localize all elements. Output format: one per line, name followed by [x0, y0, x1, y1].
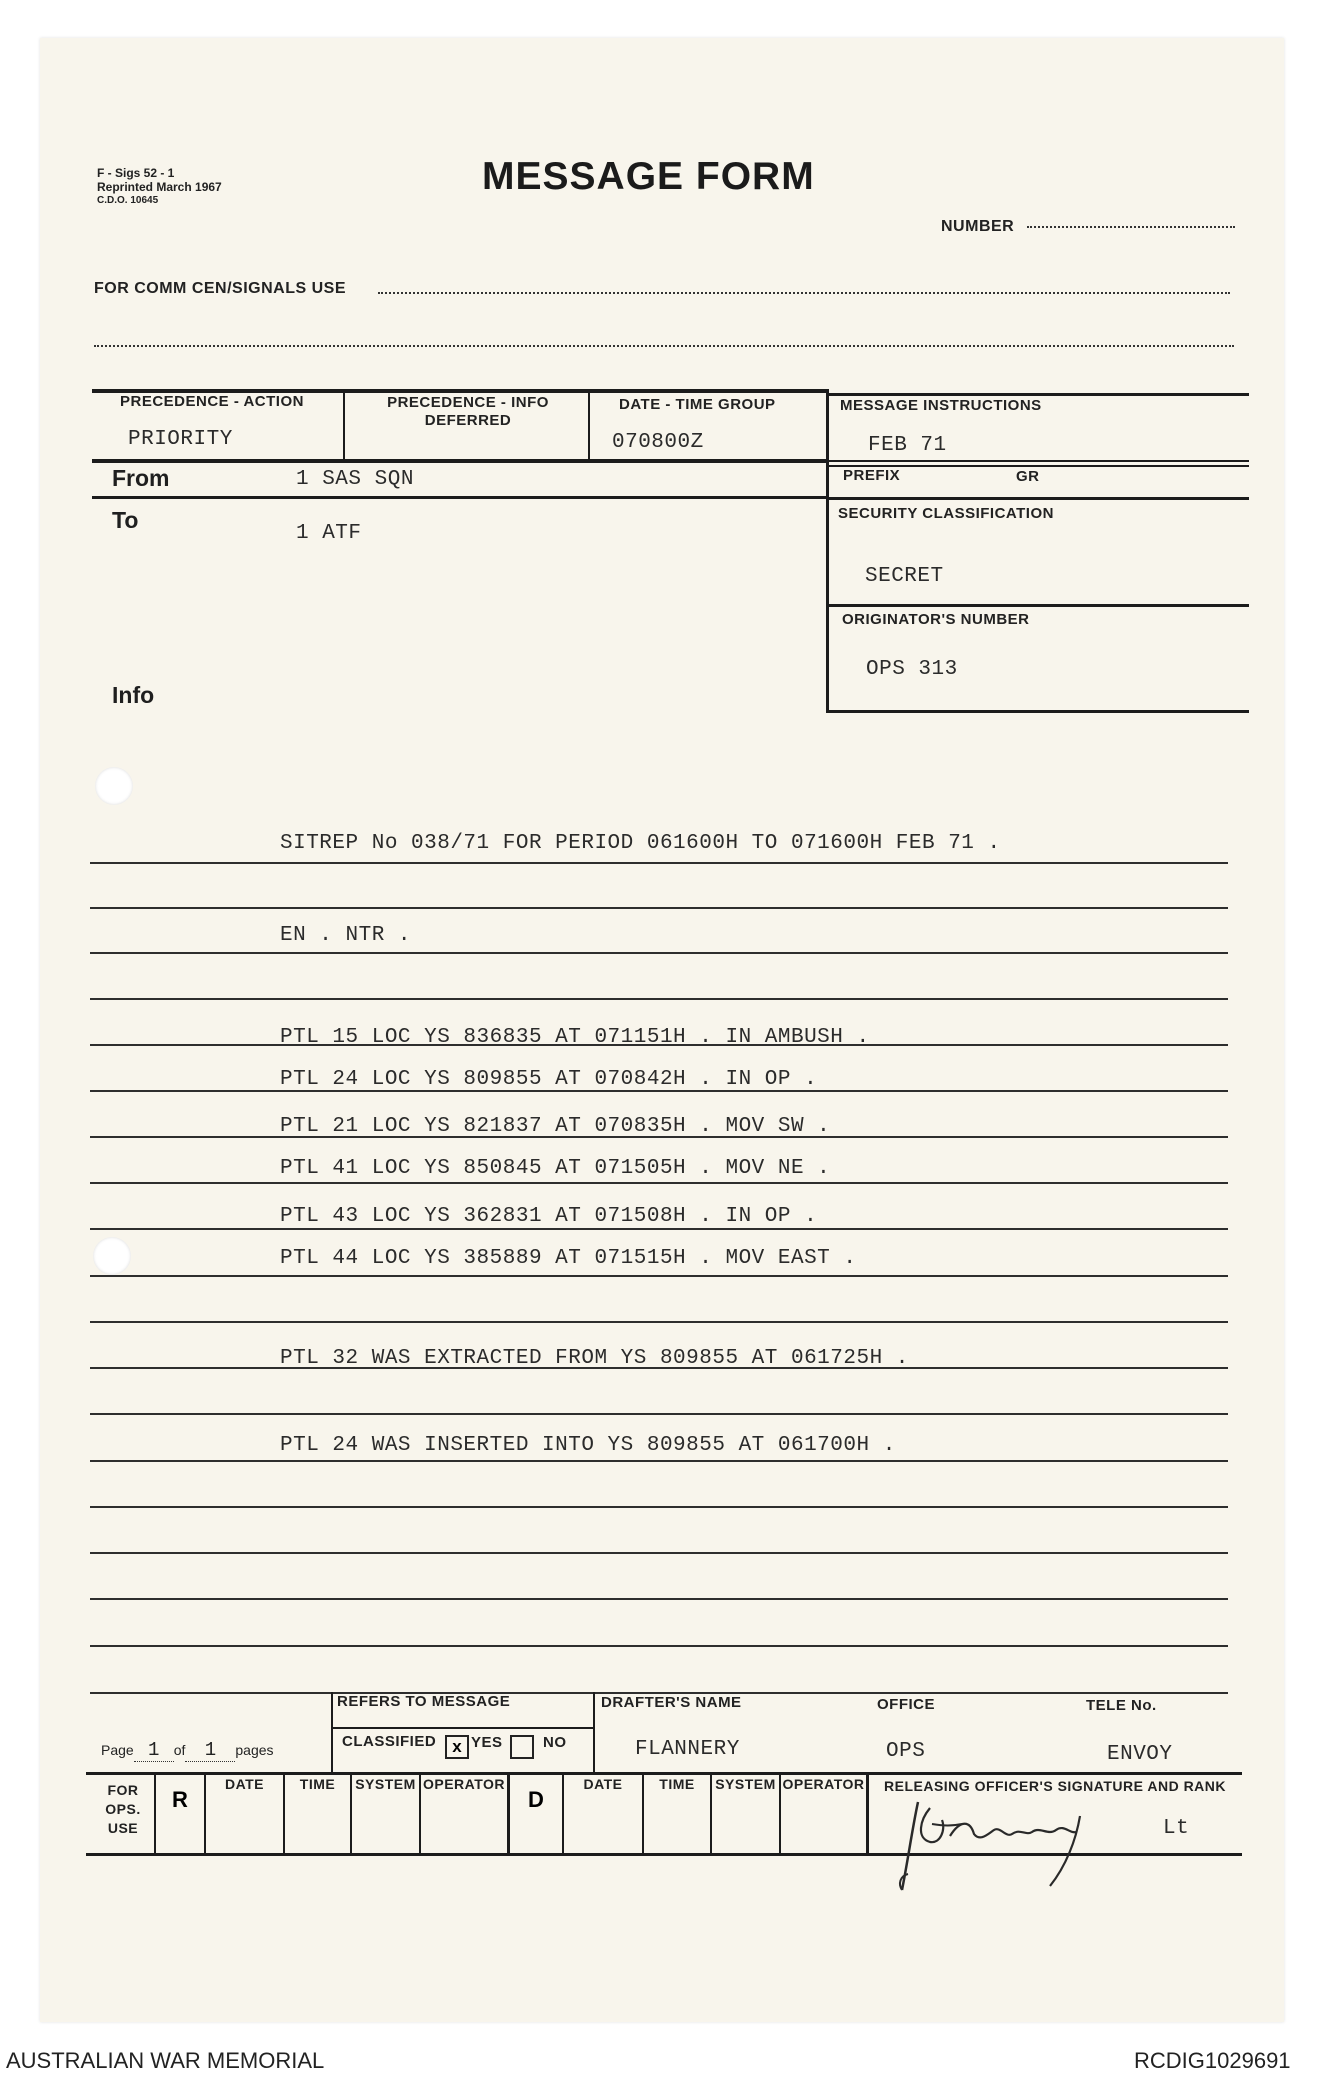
rank-value: Lt	[1163, 1817, 1190, 1840]
message-line-2	[90, 907, 1228, 909]
grid-divider-2	[588, 389, 590, 461]
time-label-d: TIME	[659, 1776, 695, 1792]
from-label: From	[112, 465, 170, 491]
punch-hole-top	[95, 767, 133, 805]
archive-name: AUSTRALIAN WAR MEMORIAL	[6, 2048, 325, 2073]
info-label: Info	[112, 682, 155, 708]
precedence-bottom-rule	[92, 459, 826, 463]
grid-divider-3	[826, 389, 829, 713]
message-line-9	[90, 1228, 1228, 1230]
patrol-line-2: PTL 24 LOC YS 809855 AT 070842H . IN OP .	[280, 1068, 818, 1091]
patrol-line-1: PTL 15 LOC YS 836835 AT 071151H . IN AMBUSH .	[280, 1026, 870, 1049]
message-line-13	[90, 1413, 1228, 1415]
classified-no-checkbox[interactable]	[510, 1735, 534, 1759]
originators-number-value: OPS 313	[866, 658, 958, 681]
system-label-r: SYSTEM	[355, 1776, 416, 1792]
classified-yes-label: YES	[471, 1734, 503, 1751]
releasing-officer-label: RELEASING OFFICER'S SIGNATURE AND RANK	[884, 1778, 1227, 1794]
comm-cen-label: FOR COMM CEN/SIGNALS USE	[94, 280, 347, 297]
prefix-label: PREFIX	[843, 467, 901, 484]
security-bottom-rule	[826, 604, 1249, 607]
classified-yes-checkbox[interactable]: x	[445, 1735, 469, 1759]
message-extracted: PTL 32 WAS EXTRACTED FROM YS 809855 AT 061725H .	[280, 1347, 909, 1370]
number-field	[1027, 226, 1235, 228]
message-enemy: EN . NTR .	[280, 924, 412, 947]
for-ops-use-label: FOR OPS. USE	[105, 1782, 141, 1836]
message-line-4	[90, 998, 1228, 1000]
ops-divider-1	[154, 1772, 156, 1855]
patrol-line-3: PTL 21 LOC YS 821837 AT 070835H . MOV SW .	[280, 1115, 831, 1138]
patrol-line-4: PTL 41 LOC YS 850845 AT 071505H . MOV NE .	[280, 1157, 831, 1180]
message-line-17	[90, 1598, 1228, 1600]
message-line-14	[90, 1460, 1228, 1462]
punch-hole-bottom	[93, 1237, 131, 1275]
drafters-name-label: DRAFTER'S NAME	[601, 1694, 742, 1711]
originator-bottom-rule	[826, 710, 1249, 713]
security-classification-label: SECURITY CLASSIFICATION	[838, 505, 1054, 522]
form-reference: F - Sigs 52 - 1 Reprinted March 1967 C.D.O. 10645	[97, 166, 222, 206]
message-sitrep: SITREP No 038/71 FOR PERIOD 061600H TO 071600H FEB 71 .	[280, 832, 1001, 855]
message-instructions-value: FEB 71	[868, 434, 947, 457]
of-word: of	[173, 1742, 186, 1758]
archive-id: RCDIG1029691	[1134, 2048, 1291, 2073]
precedence-info-label: PRECEDENCE - INFO DEFERRED	[387, 394, 549, 429]
message-instructions-label: MESSAGE INSTRUCTIONS	[840, 397, 1042, 414]
originators-number-label: ORIGINATOR'S NUMBER	[842, 611, 1030, 628]
gr-label: GR	[1016, 468, 1040, 485]
to-value: 1 ATF	[296, 522, 362, 545]
pages-word: pages	[235, 1742, 274, 1758]
from-value: 1 SAS SQN	[296, 468, 414, 491]
patrol-line-6: PTL 44 LOC YS 385889 AT 071515H . MOV EAST .	[280, 1247, 857, 1270]
operator-label-r: OPERATOR	[422, 1776, 506, 1792]
prefix-bottom-rule	[826, 497, 1249, 500]
message-inserted: PTL 24 WAS INSERTED INTO YS 809855 AT 061700H .	[280, 1434, 896, 1457]
system-label-d: SYSTEM	[715, 1776, 776, 1792]
instructions-rule-a	[826, 460, 1249, 462]
classified-label: CLASSIFIED	[342, 1733, 437, 1750]
tele-number-label: TELE No.	[1086, 1697, 1157, 1714]
message-line-15	[90, 1506, 1228, 1508]
grid-divider-1	[343, 389, 345, 461]
dtg-value: 070800Z	[612, 431, 704, 454]
page-count	[101, 1739, 274, 1762]
page-word: Page	[101, 1742, 134, 1758]
time-label-r: TIME	[299, 1776, 336, 1792]
message-line-1	[90, 862, 1228, 864]
page-total: 1	[185, 1739, 235, 1762]
operator-label-d: OPERATOR	[782, 1776, 865, 1792]
bottom-divider-1	[331, 1692, 333, 1774]
message-line-3	[90, 952, 1228, 954]
dtg-label: DATE - TIME GROUP	[619, 396, 776, 413]
date-label-r: DATE	[224, 1776, 265, 1792]
message-line-16	[90, 1552, 1228, 1554]
office-label: OFFICE	[877, 1696, 935, 1713]
from-bottom-rule	[92, 496, 826, 499]
page-number: 1	[134, 1739, 174, 1762]
form-title: MESSAGE FORM	[482, 155, 815, 198]
comm-cen-field-1	[378, 292, 1230, 294]
security-classification-value: SECRET	[865, 565, 944, 588]
drafters-name-value: FLANNERY	[635, 1738, 740, 1761]
tele-number-value: ENVOY	[1107, 1743, 1173, 1766]
bottom-main-rule	[86, 1772, 1242, 1775]
ops-divider-11	[866, 1772, 869, 1855]
patrol-line-5: PTL 43 LOC YS 362831 AT 071508H . IN OP .	[280, 1205, 818, 1228]
message-line-10	[90, 1275, 1228, 1277]
officer-signature	[890, 1790, 1110, 1900]
ops-divider-6	[507, 1772, 510, 1855]
refers-bottom-rule	[331, 1727, 595, 1729]
refers-to-message-label: REFERS TO MESSAGE	[337, 1693, 511, 1710]
classified-no-label: NO	[543, 1734, 567, 1751]
instructions-top-rule	[826, 393, 1249, 396]
message-line-11	[90, 1321, 1228, 1323]
office-value: OPS	[886, 1740, 926, 1763]
number-label: NUMBER	[941, 218, 1015, 235]
precedence-action-label: PRECEDENCE - ACTION	[120, 393, 304, 410]
to-label: To	[112, 507, 139, 533]
d-label: D	[528, 1787, 544, 1812]
message-line-8	[90, 1182, 1228, 1184]
message-line-18	[90, 1645, 1228, 1647]
date-label-d: DATE	[583, 1776, 623, 1792]
comm-cen-field-2	[94, 345, 1234, 347]
bottom-divider-2	[593, 1692, 595, 1774]
precedence-action-value: PRIORITY	[128, 428, 233, 451]
r-label: R	[172, 1787, 188, 1812]
